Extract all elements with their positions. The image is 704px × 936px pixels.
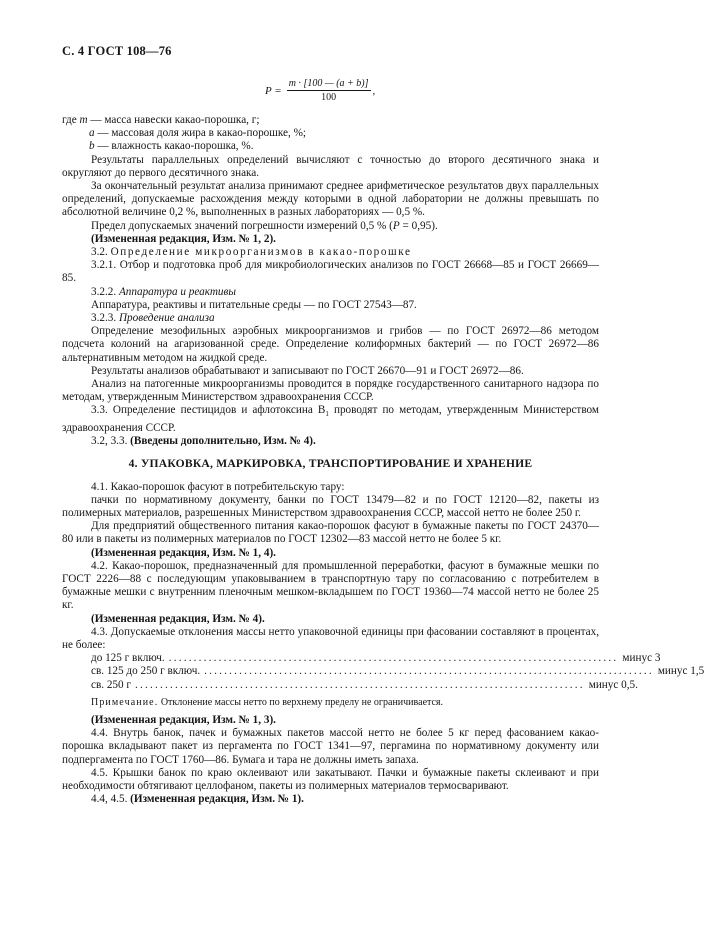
fat-free-formula — [265, 78, 375, 103]
clause-3-2-3-pathogen: Анализ на патогенные микроорганизмы проводится в порядке государственного санитарного надзора по методам, утвержденным Министерством здравоохранения СССР. — [62, 378, 599, 404]
clause-3-2-1: 3.2.1. Отбор и подготовка проб для микробиологических анализов по ГОСТ 26668—85 и ГОСТ 26669—85. — [62, 259, 599, 285]
formula-fraction — [287, 78, 371, 103]
amendment-note: (Измененная редакция, Изм. № 4). — [91, 612, 265, 625]
tolerance-row: св. 125 до 250 г включ. .......................................................................................... минус 1,5 — [91, 665, 704, 678]
clause-4-3: 4.3. Допускаемые отклонения массы нетто упаковочной единицы при фасовании составляют в процентах, не более: — [62, 625, 599, 651]
clause-4-1: 4.1. Какао-порошок фасуют в потребительскую тару: — [91, 480, 345, 493]
clause-3-3: 3.3. Определение пестицидов и афлотоксина $B_1$ проводят по методам, утвержденным Министерством здравоохранения СССР. — [62, 404, 599, 434]
amendment-note: 3.2, 3.3. (Введены дополнительно, Изм. № 4). — [91, 435, 316, 448]
amendment-note: 4.4, 4.5. (Измененная редакция, Изм. № 1). — [91, 793, 304, 806]
amendment-note: (Измененная редакция, Изм. № 1, 4). — [91, 546, 276, 559]
amendment-note: (Измененная редакция, Изм. № 1, 3). — [91, 713, 276, 726]
clause-3-2-2-text: Аппаратура, реактивы и питательные среды — по ГОСТ 27543—87. — [91, 298, 417, 311]
clause-3-2-2-heading: 3.2.2. Аппаратура и реактивы — [91, 285, 236, 298]
tolerance-row: св. 250 г .......................................................................................... минус 0,5. — [91, 678, 638, 691]
note: Примечание. Отклонение массы нетто по верхнему пределу не ограничивается. — [91, 696, 444, 708]
legend-b: b — влажность какао-порошка, %. — [89, 140, 254, 153]
clause-3-2-3-heading: 3.2.3. Проведение анализа — [91, 312, 215, 325]
clause-4-1-packs: пачки по нормативному документу, банки по ГОСТ 13479—82 и по ГОСТ 12120—82, пакеты из полимерных материалов, разрешенных Министерством здравоохранения СССР, массой нетто не более 250 г. — [62, 493, 599, 519]
paragraph-final-result: За окончательный результат анализа принимают среднее арифметическое результатов двух параллельных определений, допускаемые расхождения между которыми в одной лаборатории не должны превышать по абсолютной величине 0,2 %, выполненных в разных лабораториях — 0,5 %. — [62, 180, 599, 219]
clause-4-4: 4.4. Внутрь банок, пачек и бумажных пакетов массой нетто не более 5 кг перед фасованием какао-порошка вкладывают пакет из пергамента по ГОСТ 1341—97, пергамина по нормативному документу или подпергамента по ГОСТ 1760—86. Бумага и тара не должны иметь запаха. — [62, 727, 599, 766]
dot-leader: .......................................................................................... — [204, 665, 654, 678]
legend-a: a — массовая доля жира в какао-порошке, %; — [89, 127, 307, 140]
dot-leader: .......................................................................................... — [168, 652, 619, 665]
clause-4-2: 4.2. Какао-порошок, предназначенный для промышленной переработки, фасуют в бумажные мешки по ГОСТ 2226—88 с последующим упаковыванием в транспортную тару по согласованию с потребителем в бумажные мешки с внутренним пленочным мешком-вкладышем по ГОСТ 19360—74 массой нетто не более 25 кг. — [62, 559, 599, 612]
formula-tail: , — [372, 84, 376, 97]
dot-leader: .......................................................................................... — [135, 678, 585, 691]
clause-3-2-3-results: Результаты анализов обрабатывают и записывают по ГОСТ 26670—91 и ГОСТ 26972—86. — [91, 364, 524, 377]
paragraph-error-limit: Предел допускаемых значений погрешности измерений 0,5 % (P = 0,95). — [91, 219, 438, 232]
formula-denominator: 100 — [321, 92, 337, 103]
clause-3-2-3-text: Определение мезофильных аэробных микроорганизмов и грибов — по ГОСТ 26972—86 методом подсчета колоний на агаризованной среде. Определение колиформных бактерий — по ГОСТ 26972—86 альтернативным методом на жидкой среде. — [62, 325, 599, 364]
clause-4-1-catering: Для предприятий общественного питания какао-порошок фасуют в бумажные пакеты по ГОСТ 24370—80 или в пакеты из полимерных материалов по ГОСТ 12302—83 массой нетто не более 5 кг. — [62, 520, 599, 546]
paragraph-results: Результаты параллельных определений вычисляют с точностью до второго десятичного знака и округляют до первого десятичного знака. — [62, 153, 599, 179]
section-4-title: 4. УПАКОВКА, МАРКИРОВКА, ТРАНСПОРТИРОВАНИЕ И ХРАНЕНИЕ — [128, 457, 533, 471]
page-header: С. 4 ГОСТ 108—76 — [62, 44, 172, 58]
legend-m: где m — масса навески какао-порошка, г; — [62, 114, 260, 126]
formula-lhs: P = — [265, 84, 282, 97]
clause-4-5: 4.5. Крышки банок по краю оклеивают или закатывают. Пачки и бумажные пакеты склеивают и при необходимости обтягивают целлофаном, пакеты из полимерных материалов термосваривают. — [62, 766, 599, 792]
tolerance-row: до 125 г включ. .......................................................................................... минус 3 — [91, 652, 661, 665]
section-3-2-heading: 3.2. Определение микроорганизмов в какао-порошке — [91, 246, 412, 259]
formula-numerator: m · [100 — (a + b)] — [288, 78, 369, 89]
amendment-note: (Измененная редакция, Изм. № 1, 2). — [91, 232, 276, 245]
body-text — [62, 114, 704, 806]
